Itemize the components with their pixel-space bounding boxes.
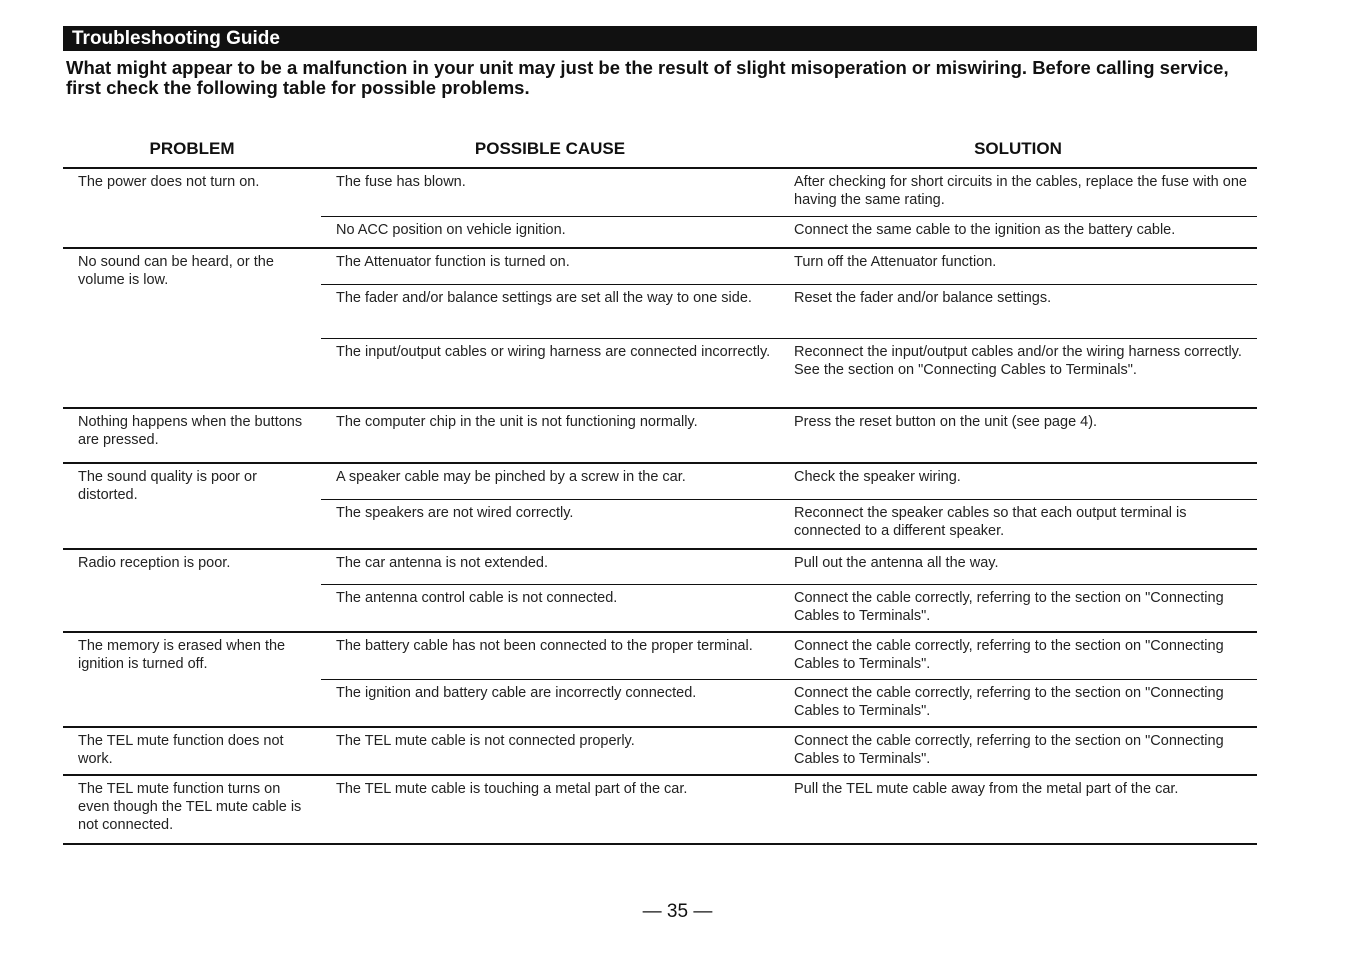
section-title-bar <box>63 26 1257 51</box>
troubleshooting-table <box>63 131 1257 845</box>
solution-cell: Press the reset button on the unit (see page 4). <box>779 408 1257 463</box>
cause-cell: The fader and/or balance settings are set all the way to one side. <box>321 284 779 338</box>
cause-cell: The speakers are not wired correctly. <box>321 499 779 549</box>
cause-cell: A speaker cable may be pinched by a screw in the car. <box>321 463 779 499</box>
table-row <box>63 463 1257 499</box>
solution-cell: Reset the fader and/or balance settings. <box>779 284 1257 338</box>
table-row <box>63 775 1257 844</box>
solution-cell: Connect the cable correctly, referring to the section on "Connecting Cables to Terminals". <box>779 632 1257 680</box>
problem-cell: The sound quality is poor or distorted. <box>63 463 321 549</box>
page-number: — 35 — <box>642 901 713 922</box>
problem-cell: No sound can be heard, or the volume is low. <box>63 248 321 408</box>
column-header-problem: PROBLEM <box>63 131 321 168</box>
table-row <box>63 408 1257 463</box>
cause-cell: The input/output cables or wiring harness are connected incorrectly. <box>321 338 779 408</box>
cause-cell: The computer chip in the unit is not functioning normally. <box>321 408 779 463</box>
cause-cell: The Attenuator function is turned on. <box>321 248 779 284</box>
solution-cell: Check the speaker wiring. <box>779 463 1257 499</box>
table-row <box>63 727 1257 775</box>
problem-cell: The TEL mute function does not work. <box>63 727 321 775</box>
cause-cell: No ACC position on vehicle ignition. <box>321 216 779 248</box>
solution-cell: Pull the TEL mute cable away from the metal part of the car. <box>779 775 1257 844</box>
table-row <box>63 549 1257 584</box>
table-row <box>63 632 1257 680</box>
problem-cell: Nothing happens when the buttons are pressed. <box>63 408 321 463</box>
cause-cell: The antenna control cable is not connected. <box>321 584 779 632</box>
problem-cell: Radio reception is poor. <box>63 549 321 632</box>
table-row <box>63 248 1257 284</box>
cause-cell: The car antenna is not extended. <box>321 549 779 584</box>
cause-cell: The fuse has blown. <box>321 168 779 216</box>
cause-cell: The TEL mute cable is touching a metal part of the car. <box>321 775 779 844</box>
solution-cell: Turn off the Attenuator function. <box>779 248 1257 284</box>
solution-cell: Reconnect the input/output cables and/or the wiring harness correctly. See the section on "Connecting Cables to Terminals". <box>779 338 1257 408</box>
solution-cell: Connect the cable correctly, referring to the section on "Connecting Cables to Terminals". <box>779 584 1257 632</box>
table-header-row <box>63 131 1257 168</box>
solution-cell: Connect the same cable to the ignition as the battery cable. <box>779 216 1257 248</box>
section-title: Troubleshooting Guide <box>72 28 280 49</box>
solution-cell: Connect the cable correctly, referring to the section on "Connecting Cables to Terminals". <box>779 679 1257 727</box>
problem-cell: The memory is erased when the ignition is turned off. <box>63 632 321 727</box>
cause-cell: The ignition and battery cable are incorrectly connected. <box>321 679 779 727</box>
intro-paragraph: What might appear to be a malfunction in your unit may just be the result of slight misoperation or miswiring. Before calling service, first check the following table for possible problems. <box>66 57 1229 98</box>
solution-cell: Pull out the antenna all the way. <box>779 549 1257 584</box>
solution-cell: Connect the cable correctly, referring to the section on "Connecting Cables to Terminals". <box>779 727 1257 775</box>
cause-cell: The battery cable has not been connected to the proper terminal. <box>321 632 779 680</box>
solution-cell: After checking for short circuits in the cables, replace the fuse with one having the same rating. <box>779 168 1257 216</box>
solution-cell: Reconnect the speaker cables so that each output terminal is connected to a different speaker. <box>779 499 1257 549</box>
table-row <box>63 168 1257 216</box>
table-body <box>63 168 1257 844</box>
column-header-cause: POSSIBLE CAUSE <box>321 131 779 168</box>
problem-cell: The power does not turn on. <box>63 168 321 248</box>
problem-cell: The TEL mute function turns on even though the TEL mute cable is not connected. <box>63 775 321 844</box>
column-header-solution: SOLUTION <box>779 131 1257 168</box>
cause-cell: The TEL mute cable is not connected properly. <box>321 727 779 775</box>
